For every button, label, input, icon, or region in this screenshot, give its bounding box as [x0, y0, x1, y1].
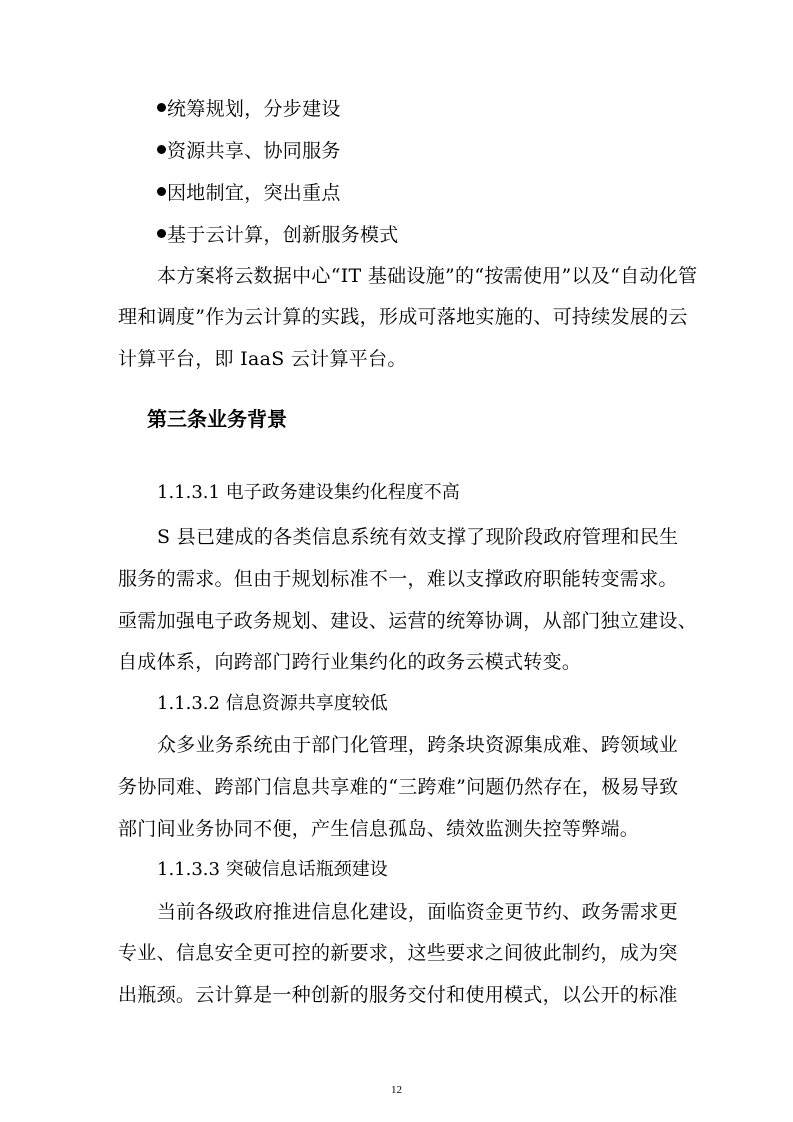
paragraph-line: 务协同难、跨部门信息共享难的“三跨难”问题仍然存在，极易导致 — [118, 776, 679, 798]
bullet-icon — [157, 103, 166, 112]
paragraph-line: 理和调度”作为云计算的实践，形成可落地实施的、可持续发展的云 — [118, 306, 688, 328]
page-number: 12 — [391, 1084, 402, 1096]
paragraph-line: 亟需加强电子政务规划、建设、运营的统筹协调，从部门独立建设、 — [118, 610, 698, 632]
principle-item: 基于云计算，创新服务模式 — [157, 223, 717, 247]
paragraph-line: S 县已建成的各类信息系统有效支撑了现阶段政府管理和民生 — [157, 526, 679, 548]
principle-item: 资源共享、协同服务 — [157, 139, 717, 163]
paragraph-line: 专业、信息安全更可控的新要求，这些要求之间彼此制约，成为突 — [118, 942, 678, 964]
principle-item: 统筹规划，分步建设 — [157, 97, 717, 121]
paragraph-line: 自成体系，向跨部门跨行业集约化的政务云模式转变。 — [118, 651, 582, 673]
principle-item: 因地制宜，突出重点 — [157, 181, 717, 205]
paragraph-line: 服务的需求。但由于规划标准不一，难以支撑政府职能转变需求。 — [118, 568, 678, 590]
paragraph-line: 部门间业务协同不便，产生信息孤岛、绩效监测失控等弊端。 — [118, 818, 640, 840]
subsection-title: 1.1.3.1 电子政务建设集约化程度不高 — [157, 482, 460, 503]
paragraph-line: 计算平台，即 IaaS 云计算平台。 — [118, 348, 407, 370]
paragraph-line: 出瓶颈。云计算是一种创新的服务交付和使用模式，以公开的标准 — [118, 984, 678, 1006]
bullet-icon — [157, 187, 166, 196]
paragraph-line: 众多业务系统由于部门化管理，跨条块资源集成难、跨领域业 — [157, 734, 679, 756]
paragraph-line: 本方案将云数据中心“IT 基础设施”的“按需使用”以及“自动化管 — [157, 265, 698, 287]
paragraph-line: 当前各级政府推进信息化建设，面临资金更节约、政务需求更 — [157, 901, 679, 923]
bullet-icon — [157, 229, 166, 238]
bullet-icon — [157, 145, 166, 154]
subsection-title: 1.1.3.3 突破信息话瓶颈建设 — [157, 859, 388, 880]
section-heading: 第三条业务背景 — [147, 407, 287, 431]
subsection-title: 1.1.3.2 信息资源共享度较低 — [157, 693, 388, 714]
